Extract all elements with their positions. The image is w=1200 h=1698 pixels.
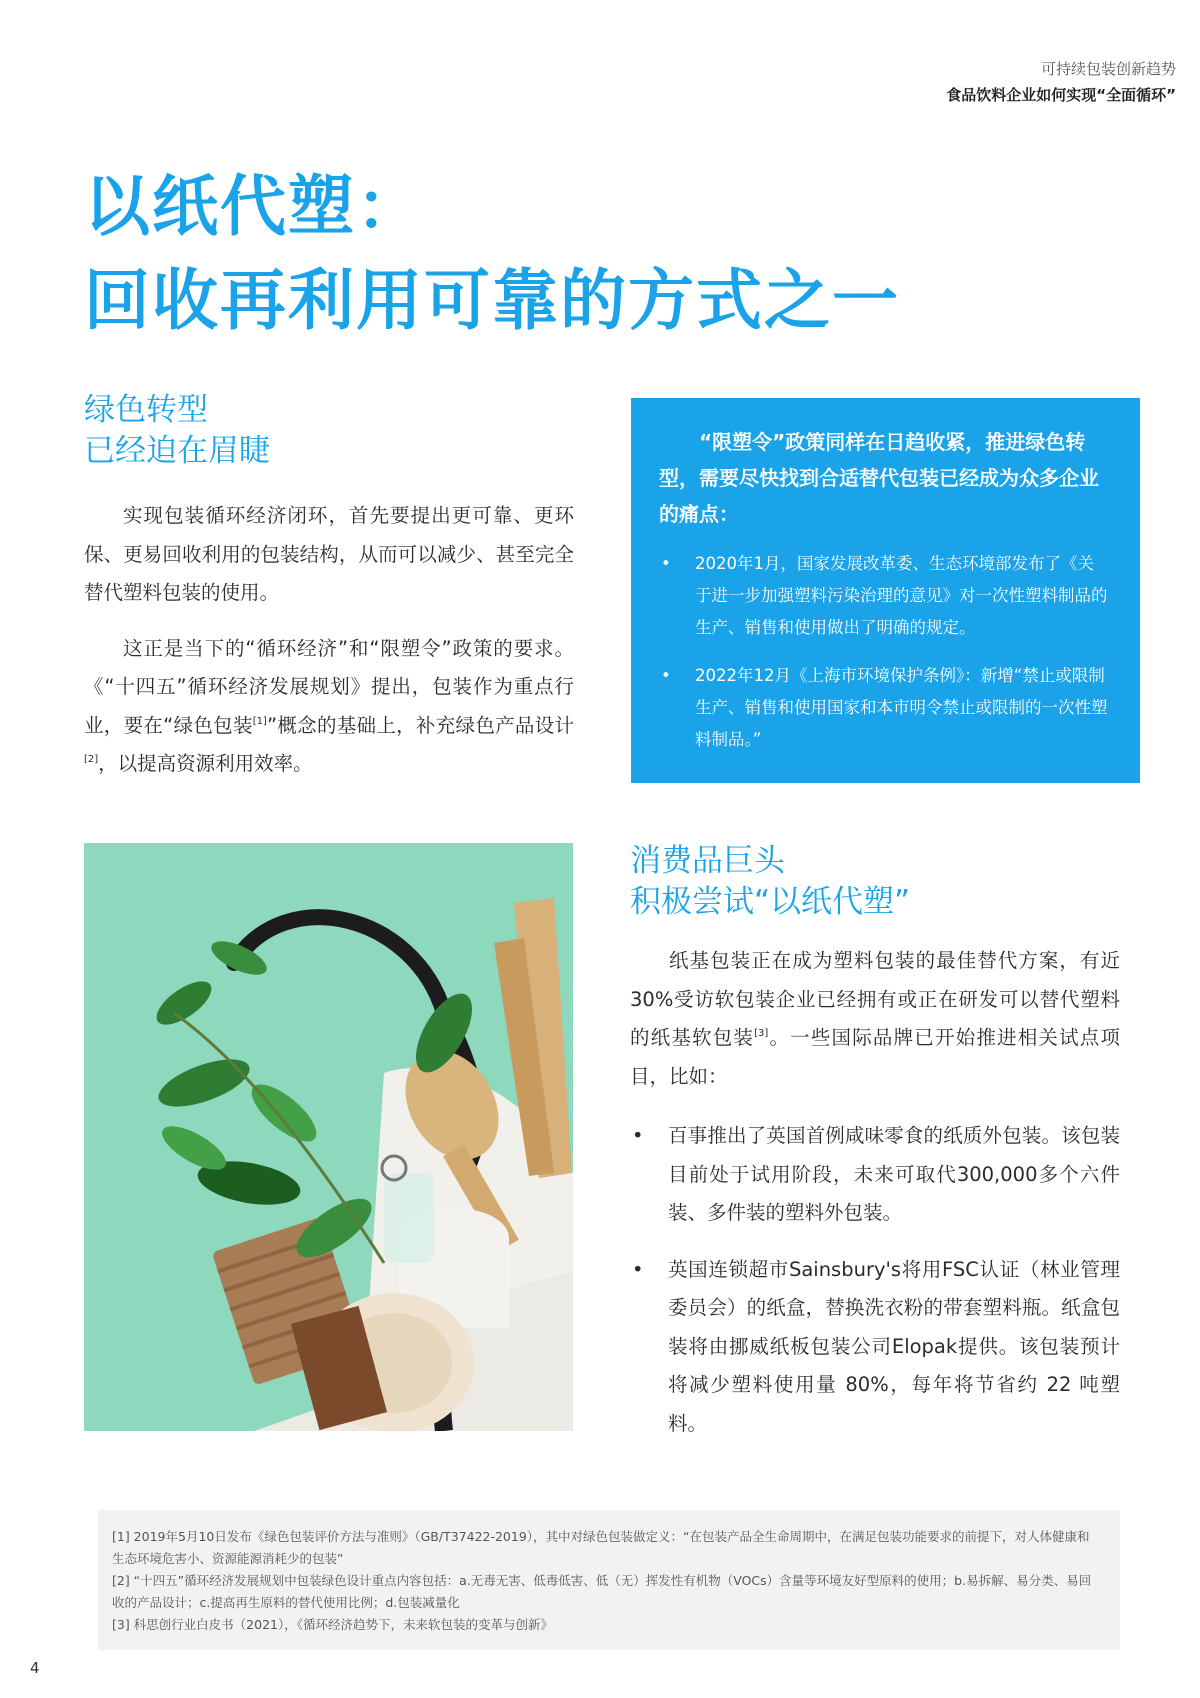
eco-packaging-photo xyxy=(84,843,573,1431)
bullet-icon: • xyxy=(632,1257,644,1281)
bullet-icon: • xyxy=(661,666,671,685)
policy-callout-box xyxy=(631,398,1140,783)
policy-callout-lead: “限塑令”政策同样在日趋收紧，推进绿色转型，需要尽快找到合适替代包装已经成为众多企业的痛点： xyxy=(659,430,1099,526)
brand-example-text: 百事推出了英国首例咸味零食的纸质外包装。该包装目前处于试用阶段，未来可取代300,000多个六件装、多件装的塑料外包装。 xyxy=(668,1124,1120,1224)
section-heading-line2: 积极尝试“以纸代塑” xyxy=(630,884,911,920)
list-item xyxy=(630,1117,1120,1233)
list-item xyxy=(659,660,1110,756)
page-title-line1: 以纸代塑： xyxy=(84,168,424,245)
section-heading-green-transition xyxy=(84,390,270,472)
eco-packaging-illustration xyxy=(84,843,573,1431)
header-subtitle: 可持续包装创新趋势 xyxy=(1040,60,1176,78)
section2-paragraph-1 xyxy=(630,942,1120,1096)
header-title: 食品饮料企业如何实现“全面循环” xyxy=(946,86,1176,104)
section2-body xyxy=(630,942,1120,1096)
brand-examples-list xyxy=(630,1117,1120,1443)
footnote-ref-1: [1] xyxy=(252,715,267,727)
brand-example-text: 英国连锁超市Sainsbury's将用FSC认证（林业管理委员会）的纸盒，替换洗衣粉的带套塑料瓶。纸盒包装将由挪威纸板包装公司Elopak提供。该包装预计将减少塑料使用量 80%，每年将节省约 22 吨塑料。 xyxy=(668,1257,1120,1435)
section2-p1-text-b: 。一些国际品牌已开始推进相关试点项目，比如： xyxy=(630,1026,1120,1088)
bullet-icon: • xyxy=(661,554,671,573)
footnote-3: [3] 科思创行业白皮书（2021），《循环经济趋势下，未来软包装的变革与创新》 xyxy=(112,1617,553,1632)
page-title-line2: 回收再利用可靠的方式之一 xyxy=(84,262,900,339)
page-title xyxy=(84,160,900,348)
footnote-2: [2] “十四五”循环经济发展规划中包装绿色设计重点内容包括：a.无毒无害、低毒低害、低（无）挥发性有机物（VOCs）含量等环境友好型原料的使用；b.易拆解、易分类、易回收的产品设计；c.提高再生原料的替代使用比例；d.包装减量化 xyxy=(112,1573,1092,1610)
footnote-ref-3: [3] xyxy=(754,1028,769,1039)
section1-body xyxy=(84,497,574,784)
section1-p2-text-b: ”概念的基础上，补充绿色产品设计 xyxy=(266,713,574,737)
footnotes-box xyxy=(98,1510,1120,1650)
section-heading-consumer-giants xyxy=(630,841,910,923)
section-heading-line1: 绿色转型 xyxy=(84,392,208,428)
list-item xyxy=(659,548,1110,644)
footnote-1: [1] 2019年5月10日发布《绿色包装评价方法与准则》（GB/T37422-2019），其中对绿色包装做定义：“在包装产品全生命周期中，在满足包装功能要求的前提下，对人体健康和生态环境危害小、资源能源消耗少的包装” xyxy=(112,1529,1090,1566)
policy-item-text: 2022年12月《上海市环境保护条例》：新增“禁止或限制生产、销售和使用国家和本市明令禁止或限制的一次性塑料制品。” xyxy=(695,666,1108,749)
section2-p1-text-a: 纸基包装正在成为塑料包装的最佳替代方案，有近30%受访软包装企业已经拥有或正在研发可以替代塑料的纸基软包装 xyxy=(630,949,1120,1049)
section-heading-line2: 已经迫在眉睫 xyxy=(84,433,270,469)
bullet-icon: • xyxy=(632,1124,644,1147)
section1-paragraph-2 xyxy=(84,630,574,784)
footnote-ref-2: [2] xyxy=(84,754,99,765)
section-heading-line1: 消费品巨头 xyxy=(630,843,785,879)
section1-paragraph-1: 实现包装循环经济闭环，首先要提出更可靠、更环保、更易回收利用的包装结构，从而可以减少、甚至完全替代塑料包装的使用。 xyxy=(84,504,574,604)
page-number: 4 xyxy=(30,1659,40,1677)
section1-p2-text-c: ，以提高资源利用效率。 xyxy=(98,752,313,775)
policy-list xyxy=(659,548,1110,756)
list-item xyxy=(630,1251,1120,1444)
policy-item-text: 2020年1月，国家发展改革委、生态环境部发布了《关于进一步加强塑料污染治理的意见》对一次性塑料制品的生产、销售和使用做出了明确的规定。 xyxy=(695,554,1108,637)
section1-p2-text-a: 这正是当下的“循环经济”和“限塑令”政策的要求。《“十四五”循环经济发展规划》提出，包装作为重点行业，要在“绿色包装 xyxy=(84,636,574,737)
